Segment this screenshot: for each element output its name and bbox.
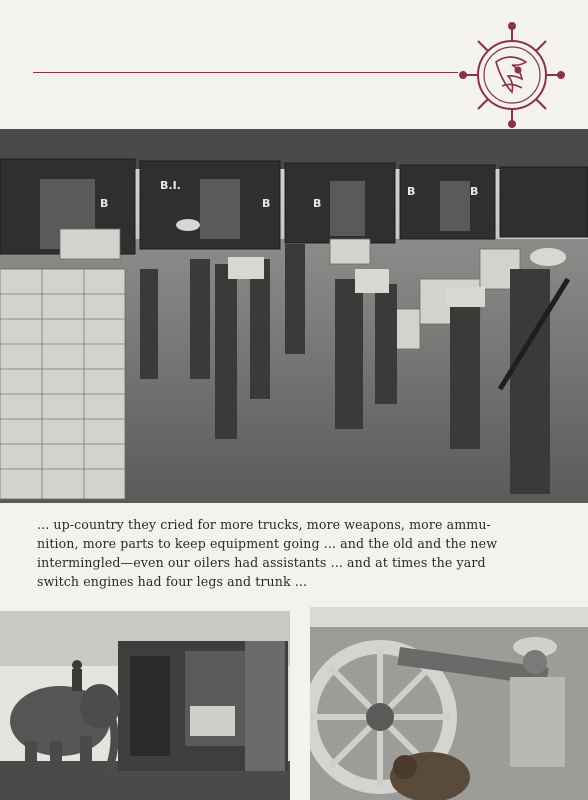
- car-marking: B: [262, 197, 271, 210]
- car-marking: B: [407, 185, 416, 198]
- rail-yard-loading-photo: [0, 129, 588, 503]
- car-marking: B: [313, 197, 322, 210]
- caption-line: ... up-country they cried for more trucks, more weapons, more ammu-: [37, 517, 491, 532]
- caption-line: nition, more parts to keep equipment going ... and the old and the new: [37, 536, 498, 551]
- header-rule: [33, 72, 458, 73]
- elephant-switch-engine-photo: [0, 611, 290, 800]
- car-marking: B: [470, 185, 479, 198]
- car-marking: B: [100, 197, 109, 210]
- winged-wheel-emblem-icon: [458, 22, 566, 128]
- caption-line: switch engines had four legs and trunk ...: [37, 574, 308, 589]
- locomotive-oiler-photo: [310, 607, 588, 800]
- caption-text: [37, 515, 567, 591]
- car-marking: B.I.: [160, 179, 181, 192]
- caption-line: intermingled—even our oilers had assistants ... and at times the yard: [37, 555, 486, 570]
